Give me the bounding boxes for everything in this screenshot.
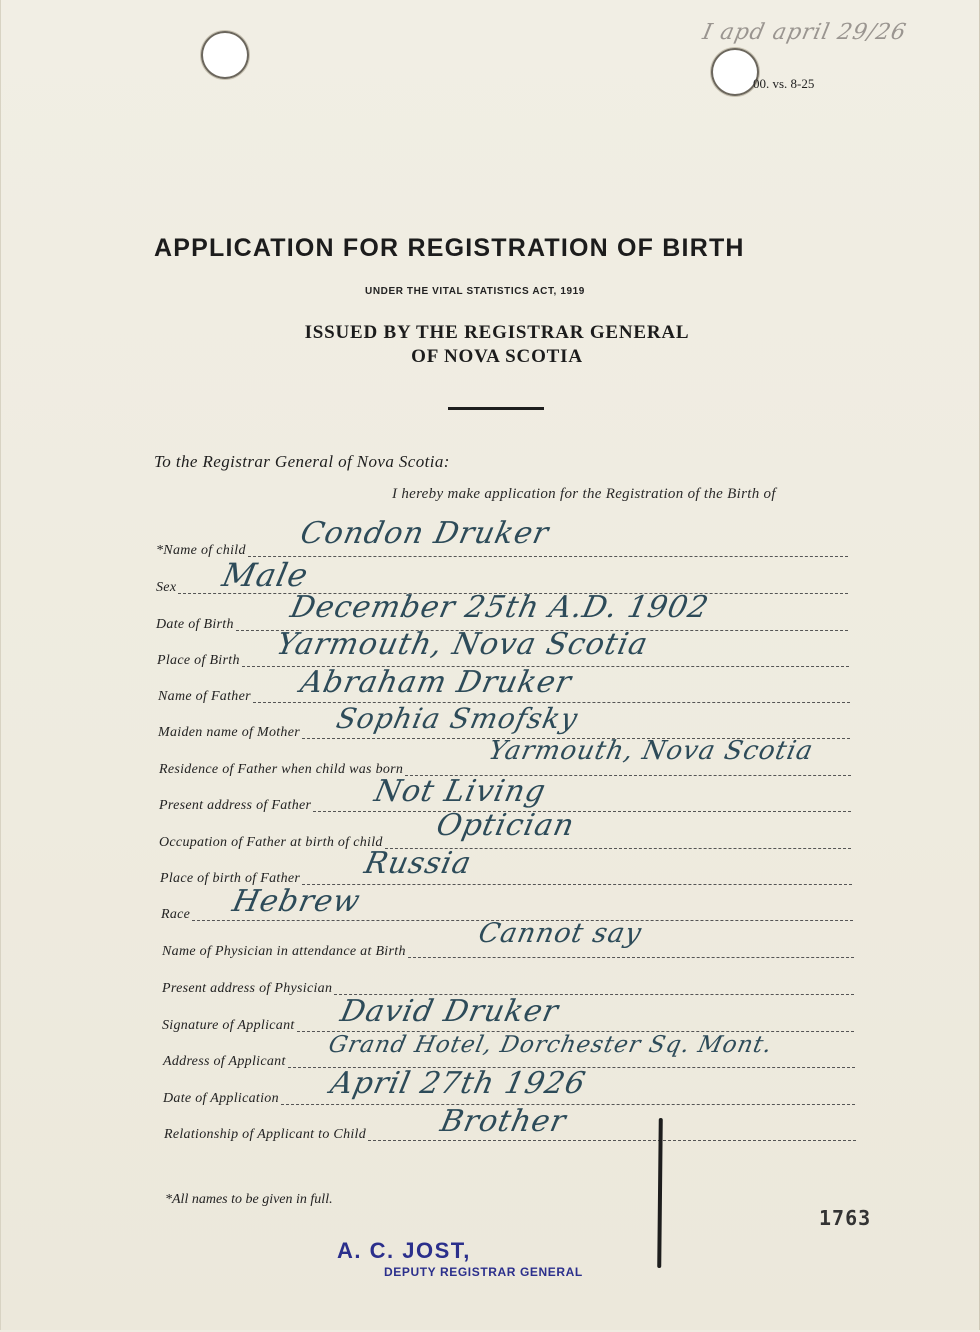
stamp-title: DEPUTY REGISTRAR GENERAL: [384, 1265, 583, 1279]
punch-hole-right: [711, 48, 759, 96]
field-label: Sex: [156, 580, 177, 595]
handwritten-place-of-birth-father: Russia: [361, 846, 475, 881]
field-label: Signature of Applicant: [162, 1018, 295, 1033]
handwritten-sex: Male: [218, 556, 313, 594]
field-label: Occupation of Father at birth of child: [159, 835, 383, 850]
handwritten-relationship: Brother: [437, 1104, 570, 1139]
issued-by-line1: ISSUED BY THE REGISTRAR GENERAL: [304, 322, 690, 343]
handwritten-present-address-father: Not Living: [371, 774, 550, 809]
handwritten-maiden-name-mother: Sophia Smofsky: [333, 702, 582, 735]
field-label: Present address of Physician: [162, 981, 333, 996]
intro-text: I hereby make application for the Registration of the Birth of: [392, 486, 776, 502]
handwritten-date-of-application: April 27th 1926: [327, 1066, 590, 1101]
dotted-line: [368, 1140, 856, 1141]
field-label: Name of Father: [158, 689, 251, 704]
form-title: APPLICATION FOR REGISTRATION OF BIRTH: [154, 234, 745, 262]
dotted-line: [408, 957, 854, 958]
field-label: Place of Birth: [157, 653, 240, 668]
title-divider: [448, 407, 544, 410]
handwritten-place-of-birth: Yarmouth, Nova Scotia: [273, 627, 652, 662]
field-label: Present address of Father: [159, 798, 312, 813]
handwritten-physician: Cannot say: [475, 918, 645, 949]
handwritten-name-of-child: Condon Druker: [297, 516, 553, 551]
salutation: To the Registrar General of Nova Scotia:: [154, 452, 450, 471]
field-label: *Name of child: [156, 543, 246, 558]
footnote: *All names to be given in full.: [165, 1192, 333, 1207]
ink-vertical-mark: [657, 1118, 663, 1268]
handwritten-signature: David Druker: [337, 994, 562, 1029]
registration-number: 1763: [819, 1206, 872, 1230]
field-label: Relationship of Applicant to Child: [164, 1127, 367, 1142]
handwritten-race: Hebrew: [229, 884, 364, 919]
handwritten-name-of-father: Abraham Druker: [297, 665, 576, 700]
dotted-line: [248, 556, 848, 557]
field-label: Residence of Father when child was born: [159, 762, 404, 777]
field-label: Address of Applicant: [163, 1054, 286, 1069]
stamp-name: A. C. JOST,: [337, 1238, 471, 1263]
field-label: Date of Birth: [156, 617, 234, 632]
handwritten-residence-of-father: Yarmouth, Nova Scotia: [485, 736, 817, 766]
dotted-line: [302, 884, 852, 885]
field-label: Maiden name of Mother: [158, 725, 300, 740]
handwritten-address-of-applicant: Grand Hotel, Dorchester Sq. Mont.: [326, 1032, 775, 1058]
handwritten-occupation-of-father: Optician: [433, 808, 578, 843]
handwritten-date-of-birth: December 25th A.D. 1902: [287, 590, 713, 625]
form-subtitle: UNDER THE VITAL STATISTICS ACT, 1919: [365, 286, 585, 297]
dotted-line: [313, 811, 851, 812]
punch-hole-left: [201, 31, 249, 79]
field-label: Race: [161, 907, 191, 922]
form-number: 00. vs. 8-25: [753, 76, 815, 91]
field-label: Place of birth of Father: [160, 871, 301, 886]
field-label: Date of Application: [163, 1091, 279, 1106]
issued-by-line2: OF NOVA SCOTIA: [411, 346, 583, 367]
field-label: Name of Physician in attendance at Birth: [162, 944, 406, 959]
pencil-note: I apd april 29/26: [700, 20, 909, 45]
